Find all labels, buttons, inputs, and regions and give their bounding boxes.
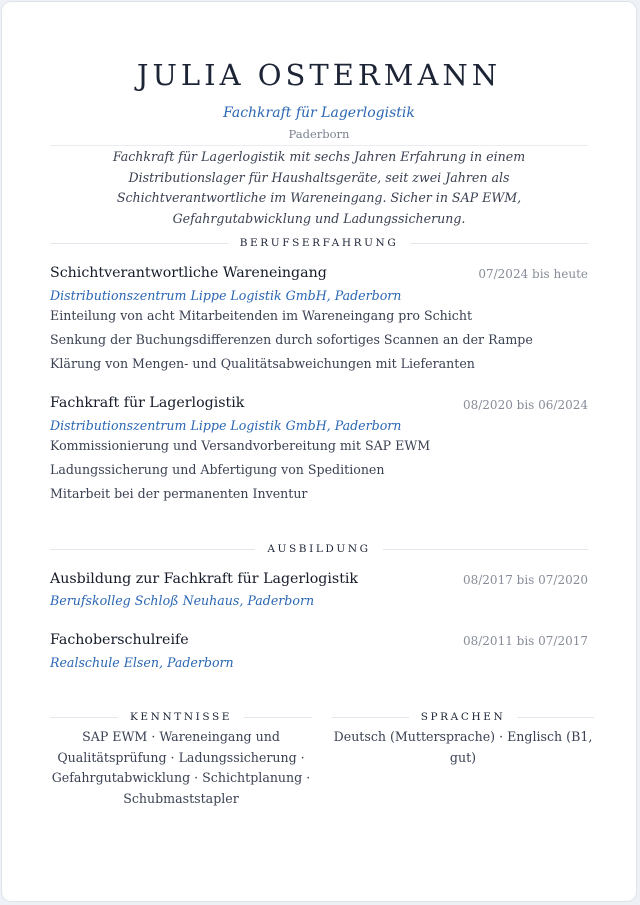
job-bullet: Kommissionierung und Versandvorbereitung mit SAP EWM — [50, 438, 431, 453]
education-dates: 08/2017 bis 07/2020 — [462, 573, 588, 587]
job-bullet: Einteilung von acht Mitarbeitenden im Wareneingang pro Schicht — [50, 308, 473, 323]
job-dates: 08/2020 bis 06/2024 — [462, 398, 588, 412]
section-rule-right — [410, 243, 588, 244]
section-rule-left — [50, 549, 255, 550]
profile-summary: Fachkraft für Lagerlogistik mit sechs Jahren Erfahrung in einem Distributionslager für Haushaltsgeräte, seit zwei Jahren als Schichtverantwortliche im Wareneingang. Sicher in SAP EWM, Gefahrgutabwicklung und Ladungssicherung. — [112, 149, 526, 226]
section-title: AUSBILDUNG — [267, 543, 371, 555]
section-rule-right — [383, 549, 588, 550]
section-title: BERUFSERFAHRUNG — [239, 237, 399, 249]
section-heading-experience — [50, 236, 588, 250]
section-rule-left — [50, 717, 118, 718]
job-dates: 07/2024 bis heute — [478, 267, 588, 281]
job-bullet: Senkung der Buchungsdifferenzen durch sofortiges Scannen an der Rampe — [50, 332, 533, 347]
education-dates: 08/2011 bis 07/2017 — [462, 634, 588, 648]
skills-line: Qualitätsprüfung · Ladungssicherung · — [57, 749, 305, 765]
education-institution: Berufskolleg Schloß Neuhaus, Paderborn — [50, 593, 315, 608]
languages-text: Deutsch (Muttersprache) · Englisch (B1, gut) — [333, 729, 593, 765]
section-title: SPRACHEN — [420, 711, 506, 723]
job-title: Fachkraft für Lagerlogistik — [50, 395, 245, 411]
job-bullet: Mitarbeit bei der permanenten Inventur — [50, 486, 308, 501]
job-title: Schichtverantwortliche Wareneingang — [50, 265, 327, 281]
skills-line: SAP EWM · Wareneingang und — [82, 729, 280, 744]
job-bullet: Klärung von Mengen- und Qualitätsabweichungen mit Lieferanten — [50, 356, 475, 371]
candidate-city: Paderborn — [288, 127, 350, 141]
skills-line: Gefahrgutabwicklung · Schichtplanung · — [51, 770, 311, 785]
section-heading-languages — [332, 710, 594, 724]
section-rule-left — [50, 243, 228, 244]
section-heading-skills — [50, 710, 312, 724]
education-title: Ausbildung zur Fachkraft für Lagerlogistik — [50, 571, 359, 587]
job-employer: Distributionszentrum Lippe Logistik GmbH, Paderborn — [50, 418, 402, 433]
candidate-name: JULIA OSTERMANN — [136, 58, 502, 92]
section-title: KENNTNISSE — [129, 711, 233, 723]
section-rule-left — [332, 717, 409, 718]
education-institution: Realschule Elsen, Paderborn — [50, 655, 234, 670]
section-rule-right — [517, 717, 594, 718]
job-bullet: Ladungssicherung und Abfertigung von Speditionen — [50, 462, 385, 477]
candidate-role: Fachkraft für Lagerlogistik — [223, 105, 415, 121]
education-title: Fachoberschulreife — [50, 632, 189, 648]
skills-list — [50, 727, 312, 809]
section-heading-education — [50, 542, 588, 556]
skills-line: Schubmaststapler — [123, 790, 239, 806]
job-employer: Distributionszentrum Lippe Logistik GmbH, Paderborn — [50, 288, 402, 303]
section-rule-right — [244, 717, 312, 718]
resume-page — [1, 1, 637, 902]
header-divider — [50, 145, 588, 146]
